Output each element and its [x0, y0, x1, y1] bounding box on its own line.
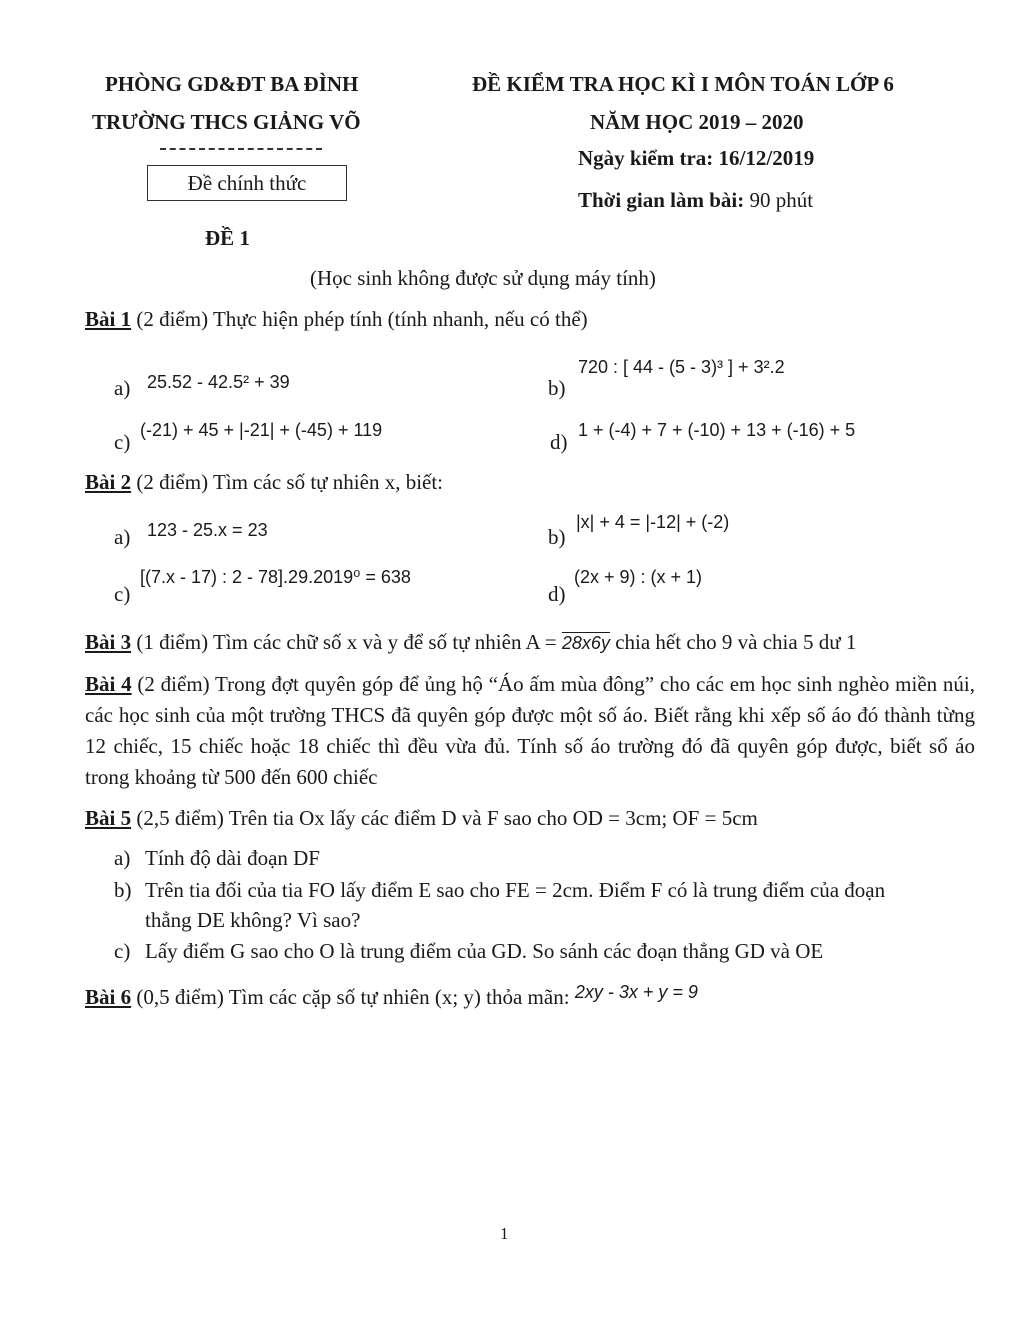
bai3-title: Bài 3 — [85, 630, 132, 654]
exam-code: ĐỀ 1 — [205, 226, 250, 250]
bai2-c-expr: [(7.x - 17) : 2 - 78].29.2019⁰ = 638 — [140, 567, 411, 587]
bai5-title: Bài 5 — [85, 806, 132, 830]
bai1-a-label: a) — [114, 376, 131, 400]
official-badge — [147, 165, 347, 201]
bai1-d-expr: 1 + (-4) + 7 + (-10) + 13 + (-16) + 5 — [578, 420, 856, 440]
bai2-title: Bài 2 — [85, 470, 132, 494]
bai2-c-label: c) — [114, 582, 131, 606]
bai6-expr: 2xy - 3x + y = 9 — [574, 982, 698, 1002]
bai1-c-label: c) — [114, 430, 131, 454]
bai2-a-expr: 123 - 25.x = 23 — [147, 520, 268, 540]
bai3-line — [85, 630, 856, 655]
bai6-text: (0,5 điểm) Tìm các cặp số tự nhiên (x; y) thỏa mãn: — [136, 985, 570, 1009]
bai3-text: (1 điểm) Tìm các chữ số x và y để số tự nhiên A = — [136, 630, 557, 654]
bai1-d-label: d) — [550, 430, 568, 454]
bai3-number: 28x6y — [561, 633, 610, 653]
page-number: 1 — [500, 1224, 509, 1243]
bai5-b-text: Trên tia đối của tia FO lấy điểm E sao cho FE = 2cm. Điểm F có là trung điểm của đoạn — [145, 878, 886, 902]
school-year: NĂM HỌC 2019 – 2020 — [590, 110, 804, 134]
bai5-b-text2: thẳng DE không? Vì sao? — [145, 908, 361, 932]
duration-value: 90 phút — [749, 188, 814, 212]
bai1-heading — [85, 307, 588, 332]
bai5-b-label: b) — [114, 878, 132, 902]
exam-title: ĐỀ KIỂM TRA HỌC KÌ I MÔN TOÁN LỚP 6 — [472, 72, 894, 96]
bai1-title: Bài 1 — [85, 307, 132, 331]
bai3-text-end: chia hết cho 9 và chia 5 dư 1 — [615, 630, 857, 654]
bai6-line — [85, 982, 698, 1010]
bai2-d-label: d) — [548, 582, 566, 606]
bai5-c-label: c) — [114, 939, 131, 963]
department-name: PHÒNG GD&ĐT BA ĐÌNH — [105, 72, 359, 96]
official-label: Đề chính thức — [187, 171, 307, 195]
bai2-d-expr: (2x + 9) : (x + 1) — [574, 567, 703, 587]
divider — [160, 148, 322, 150]
bai5-c-text: Lấy điểm G sao cho O là trung điểm của GD. So sánh các đoạn thẳng GD và OE — [145, 939, 824, 963]
exam-duration — [578, 188, 813, 213]
bai4-title: Bài 4 — [85, 672, 132, 696]
bai1-b-expr: 720 : [ 44 - (5 - 3)³ ] + 3².2 — [578, 357, 785, 377]
bai2-b-expr: |x| + 4 = |-12| + (-2) — [576, 512, 730, 532]
bai2-heading — [85, 470, 443, 495]
bai1-c-expr: (-21) + 45 + |-21| + (-45) + 119 — [140, 420, 383, 440]
bai5-heading — [85, 806, 758, 831]
bai2-text: (2 điểm) Tìm các số tự nhiên x, biết: — [136, 470, 444, 494]
bai5-a-text: Tính độ dài đoạn DF — [145, 846, 320, 870]
bai5-a-label: a) — [114, 846, 131, 870]
bai1-b-label: b) — [548, 376, 566, 400]
school-name: TRƯỜNG THCS GIẢNG VÕ — [92, 110, 361, 134]
bai1-text: (2 điểm) Thực hiện phép tính (tính nhanh, nếu có thể) — [136, 307, 588, 331]
bai2-a-label: a) — [114, 525, 131, 549]
duration-label: Thời gian làm bài: — [578, 188, 745, 212]
bai1-a-expr: 25.52 - 42.5² + 39 — [147, 372, 290, 392]
calculator-note: (Học sinh không được sử dụng máy tính) — [310, 266, 656, 290]
bai4-paragraph — [85, 669, 975, 793]
bai6-title: Bài 6 — [85, 985, 132, 1009]
exam-date: Ngày kiểm tra: 16/12/2019 — [578, 146, 815, 170]
bai2-b-label: b) — [548, 525, 566, 549]
bai5-text: (2,5 điểm) Trên tia Ox lấy các điểm D và F sao cho OD = 3cm; OF = 5cm — [136, 806, 758, 830]
bai4-text: (2 điểm) Trong đợt quyên góp để ủng hộ “Áo ấm mùa đông” cho các em học sinh nghèo miền núi, các học sinh của một trường THCS đã quyên góp được một số áo. Biết rằng khi xếp số áo đó thành từng 12 chiếc, 15 chiếc hoặc 18 chiếc thì đều vừa đủ. Tính số áo trường đó đã quyên góp được, biết số áo trong khoảng từ 500 đến 600 chiếc — [85, 672, 975, 789]
